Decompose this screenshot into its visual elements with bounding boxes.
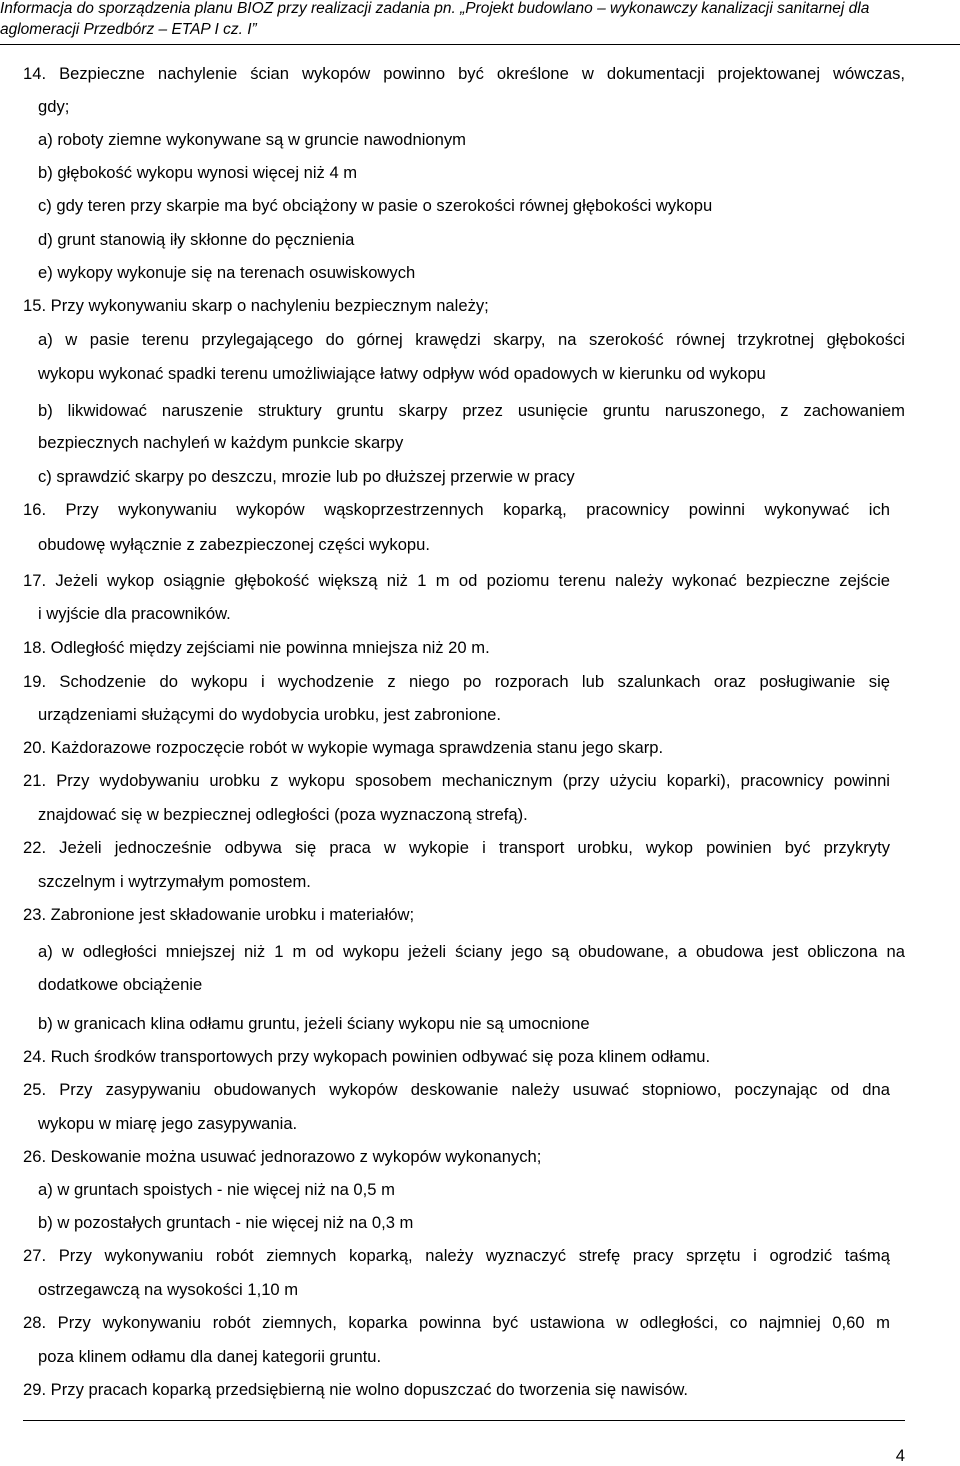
- text-line: 23. Zabronione jest składowanie urobku i materiałów;: [23, 905, 415, 924]
- text-line: 20. Każdorazowe rozpoczęcie robót w wykopie wymaga sprawdzenia stanu jego skarp.: [23, 738, 664, 757]
- text-line: 16. Przy wykonywaniu wykopów wąskoprzestrzennych koparką, pracownicy powinni wykonywać ich: [23, 500, 890, 519]
- footer-divider: [23, 1420, 905, 1421]
- text-line: 28. Przy wykonywaniu robót ziemnych, koparka powinna być ustawiona w odległości, co najmniej 0,60 m: [23, 1313, 890, 1332]
- header-line-2: aglomeracji Przedbórz – ETAP I cz. I”: [0, 21, 257, 38]
- text-line: poza klinem odłamu dla danej kategorii gruntu.: [38, 1347, 382, 1366]
- text-line: a) w gruntach spoistych - nie więcej niż na 0,5 m: [38, 1180, 395, 1199]
- text-line: b) w pozostałych gruntach - nie więcej niż na 0,3 m: [38, 1213, 414, 1232]
- text-line: 17. Jeżeli wykop osiągnie głębokość większą niż 1 m od poziomu terenu należy wykonać bezpieczne zejście: [23, 571, 890, 590]
- text-line: b) w granicach klina odłamu gruntu, jeżeli ściany wykopu nie są umocnione: [38, 1014, 590, 1033]
- text-line: bezpiecznych nachyleń w każdym punkcie skarpy: [38, 433, 404, 452]
- text-line: a) w pasie terenu przylegającego do górnej krawędzi skarpy, na szerokość równej trzykrotnej głębokości: [38, 330, 905, 349]
- text-line: 21. Przy wydobywaniu urobku z wykopu sposobem mechanicznym (przy użyciu koparki), pracownicy powinni: [23, 771, 890, 790]
- text-line: e) wykopy wykonuje się na terenach osuwiskowych: [38, 263, 416, 282]
- text-line: c) gdy teren przy skarpie ma być obciążony w pasie o szerokości równej głębokości wykopu: [38, 196, 713, 215]
- text-line: 15. Przy wykonywaniu skarp o nachyleniu bezpiecznym należy;: [23, 296, 489, 315]
- text-line: 25. Przy zasypywaniu obudowanych wykopów deskowanie należy usuwać stopniowo, poczynając od dna: [23, 1080, 890, 1099]
- text-line: wykopu wykonać spadki terenu umożliwiające łatwy odpływ wód opadowych w kierunku od wykopu: [38, 364, 766, 383]
- text-line: i wyjście dla pracowników.: [38, 604, 231, 623]
- text-line: 18. Odległość między zejściami nie powinna mniejsza niż 20 m.: [23, 638, 490, 657]
- text-line: 27. Przy wykonywaniu robót ziemnych koparką, należy wyznaczyć strefę pracy sprzętu i ogrodzić taśmą: [23, 1246, 890, 1265]
- text-line: gdy;: [38, 97, 70, 116]
- text-line: d) grunt stanowią iły skłonne do pęcznienia: [38, 230, 355, 249]
- text-line: 24. Ruch środków transportowych przy wykopach powinien odbywać się poza klinem odłamu.: [23, 1047, 711, 1066]
- text-line: wykopu w miarę jego zasypywania.: [38, 1114, 298, 1133]
- text-line: znajdować się w bezpiecznej odległości (poza wyznaczoną strefą).: [38, 805, 528, 824]
- text-line: 14. Bezpieczne nachylenie ścian wykopów powinno być określone w dokumentacji projektowanej wówczas,: [23, 64, 905, 83]
- text-line: c) sprawdzić skarpy po deszczu, mrozie lub po dłuższej przerwie w pracy: [38, 467, 575, 486]
- text-line: b) głębokość wykopu wynosi więcej niż 4 m: [38, 163, 358, 182]
- header-divider: [0, 44, 960, 45]
- text-line: ostrzegawczą na wysokości 1,10 m: [38, 1280, 299, 1299]
- page-number: 4: [895, 1446, 905, 1465]
- text-line: a) w odległości mniejszej niż 1 m od wykopu jeżeli ściany jego są obudowane, a obudowa jest obliczona na: [38, 942, 905, 961]
- text-line: 29. Przy pracach koparką przedsiębierną nie wolno dopuszczać do tworzenia się nawisów.: [23, 1380, 689, 1399]
- text-line: szczelnym i wytrzymałym pomostem.: [38, 872, 311, 891]
- text-line: dodatkowe obciążenie: [38, 975, 203, 994]
- text-line: a) roboty ziemne wykonywane są w gruncie nawodnionym: [38, 130, 466, 149]
- text-line: obudowę wyłącznie z zabezpieczonej części wykopu.: [38, 535, 431, 554]
- text-line: b) likwidować naruszenie struktury gruntu skarpy przez usunięcie gruntu naruszonego, z zachowaniem: [38, 401, 905, 420]
- text-line: 22. Jeżeli jednocześnie odbywa się praca w wykopie i transport urobku, wykop powinien być przykryty: [23, 838, 890, 857]
- running-header: [0, 0, 960, 44]
- text-line: 26. Deskowanie można usuwać jednorazowo z wykopów wykonanych;: [23, 1147, 542, 1166]
- text-line: urządzeniami służącymi do wydobycia urobku, jest zabronione.: [38, 705, 502, 724]
- header-line-1: Informacja do sporządzenia planu BIOZ przy realizacji zadania pn. „Projekt budowlano – wykonawczy kanalizacji sanitarnej dla: [0, 0, 870, 17]
- text-line: 19. Schodzenie do wykopu i wychodzenie z niego po rozporach lub szalunkach oraz posługiwanie się: [23, 672, 890, 691]
